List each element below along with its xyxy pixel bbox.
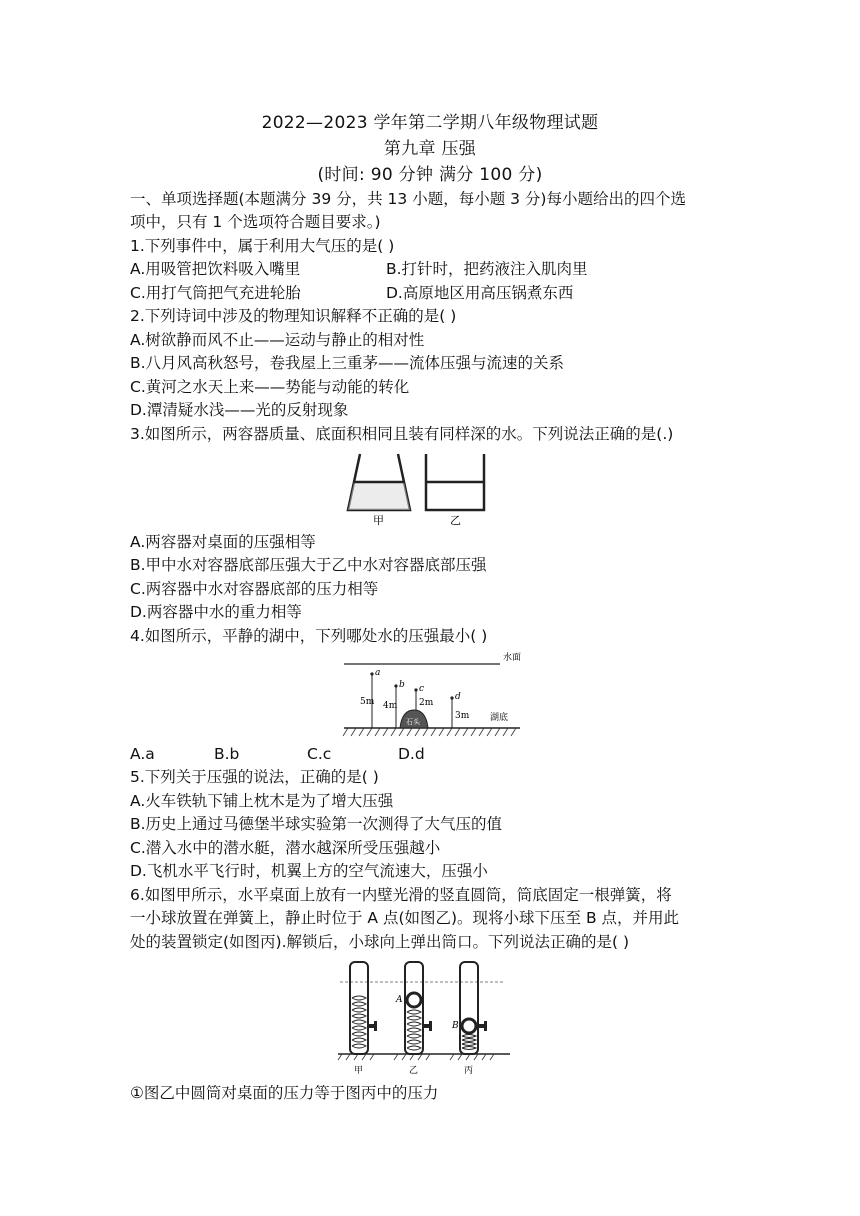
q1-stem: 1.下列事件中，属于利用大气压的是( ) [130, 237, 395, 255]
fig-depth-2m: 2m [419, 698, 434, 708]
q1-option-c: C.用打气筒把气充进轮胎 [130, 284, 301, 302]
q2-option-a: A.树欲静而风不止——运动与静止的相对性 [130, 331, 425, 349]
cylinder-yi [405, 962, 432, 1054]
q3-option-b: B.甲中水对容器底部压强大于乙中水对容器底部压强 [130, 556, 487, 574]
q4-lake-figure [340, 648, 530, 742]
cylinder-jia [350, 962, 377, 1054]
fig-water-surface-label: 水面 [503, 653, 522, 663]
fig-label-jia: 甲 [373, 514, 384, 527]
q5-option-d: D.飞机水平飞行时，机翼上方的空气流速大，压强小 [130, 862, 488, 880]
q1-option-d: D.高原地区用高压锅煮东西 [386, 284, 574, 302]
fig-label-bing: 丙 [464, 1066, 474, 1076]
q3-option-c: C.两容器中水对容器底部的压力相等 [130, 580, 379, 598]
fig-depth-3m: 3m [455, 711, 470, 721]
fig-lake-bottom-label: 湖底 [490, 713, 509, 723]
container-yi [426, 454, 484, 510]
q4-option-a: A.a [130, 745, 155, 763]
fig-point-d: d [455, 692, 461, 702]
section-heading-line2: 项中，只有 1 个选项符合题目要求。) [130, 213, 381, 231]
q3-containers-figure [340, 452, 490, 528]
container-jia [348, 454, 410, 510]
cylinder-bing [460, 962, 487, 1054]
q3-option-a: A.两容器对桌面的压强相等 [130, 533, 316, 551]
q1-option-a: A.用吸管把饮料吸入嘴里 [130, 260, 301, 278]
q3-stem: 3.如图所示，两容器质量、底面积相同且装有同样深的水。下列说法正确的是(.) [130, 425, 674, 443]
q4-option-b: B.b [214, 745, 240, 763]
q4-option-c: C.c [307, 745, 332, 763]
section-heading-line1: 一、单项选择题(本题满分 39 分，共 13 小题，每小题 3 分)每小题给出的四个选 [130, 190, 686, 208]
q6-stem-line2: 一小球放置在弹簧上，静止时位于 A 点(如图乙)。现将小球下压至 B 点，并用此 [130, 909, 680, 927]
q3-option-d: D.两容器中水的重力相等 [130, 603, 302, 621]
lake-bottom-hatch [343, 728, 516, 736]
q4-stem: 4.如图所示，平静的湖中，下列哪处水的压强最小( ) [130, 627, 488, 645]
q2-stem: 2.下列诗词中涉及的物理知识解释不正确的是( ) [130, 307, 457, 325]
q2-option-d: D.潭清疑水浅——光的反射现象 [130, 401, 349, 419]
q5-option-b: B.历史上通过马德堡半球实验第一次测得了大气压的值 [130, 815, 503, 833]
q4-option-d: D.d [398, 745, 425, 763]
q5-option-a: A.火车铁轨下铺上枕木是为了增大压强 [130, 792, 394, 810]
q2-option-b: B.八月风高秋怒号，卷我屋上三重茅——流体压强与流速的关系 [130, 354, 565, 372]
fig-depth-5m: 5m [360, 697, 375, 707]
fig-depth-4m: 4m [383, 701, 398, 711]
fig-label-yi: 乙 [450, 514, 461, 527]
fig-label-yi: 乙 [409, 1066, 419, 1076]
q6-cylinders-figure [330, 956, 530, 1078]
fig-label-jia: 甲 [354, 1066, 364, 1076]
fig-point-a: a [375, 668, 381, 678]
exam-title: 2022—2023 学年第二学期八年级物理试题 [261, 113, 599, 133]
fig-point-b: b [399, 680, 405, 690]
fig-label-point-a: A [396, 995, 403, 1005]
time-info: (时间: 90 分钟 满分 100 分) [317, 165, 543, 185]
q1-option-b: B.打针时，把药液注入肌肉里 [386, 260, 588, 278]
q5-stem: 5.下列关于压强的说法，正确的是( ) [130, 768, 379, 786]
fig-point-c: c [419, 684, 425, 694]
q2-option-c: C.黄河之水天上来——势能与动能的转化 [130, 378, 410, 396]
q6-stem-line1: 6.如图甲所示，水平桌面上放有一内壁光滑的竖直圆筒，筒底固定一根弹簧，将 [130, 886, 672, 904]
q6-statement-1: ①图乙中圆筒对桌面的压力等于图丙中的压力 [130, 1084, 439, 1102]
fig-label-point-b: B [452, 1021, 459, 1031]
chapter-title: 第九章 压强 [383, 139, 477, 159]
fig-stone-label: 石头 [406, 718, 420, 726]
q5-option-c: C.潜入水中的潜水艇，潜水越深所受压强越小 [130, 839, 441, 857]
q6-stem-line3: 处的装置锁定(如图丙).解锁后，小球向上弹出筒口。下列说法正确的是( ) [130, 933, 630, 951]
